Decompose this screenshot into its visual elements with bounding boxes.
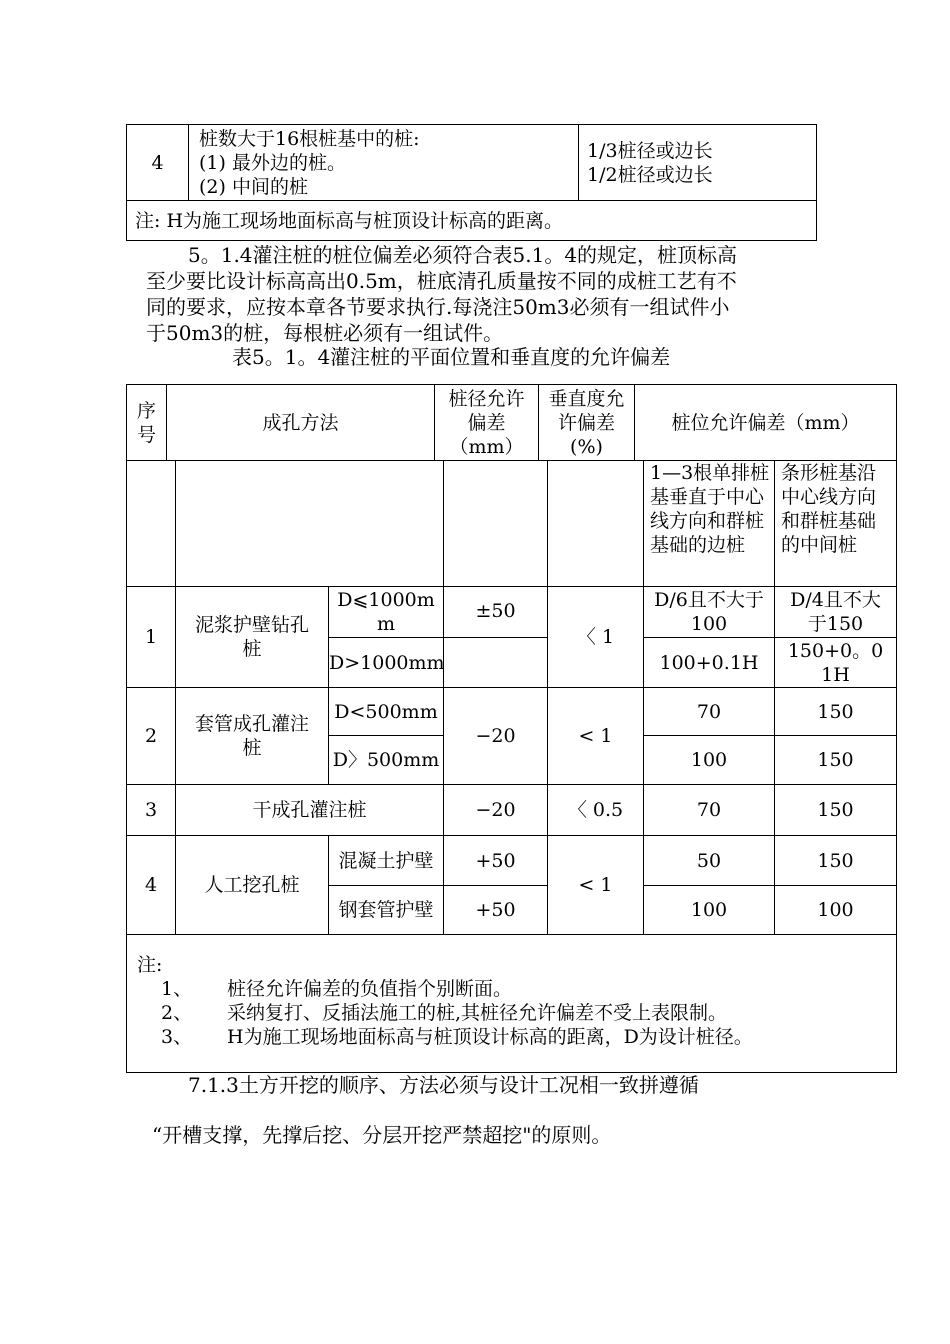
paragraph-line: “开槽支撑，先撑后挖、分层开挖严禁超挖"的原则。 [152,1123,612,1147]
note-item-num: 2、 [161,1002,193,1024]
content-line: (2) 中间的桩 [199,175,308,198]
row1-no: 1 [127,587,176,688]
main-table-note [127,935,897,1073]
note-item-text: H为施工现场地面标高与桩顶设计标高的距离，D为设计桩径。 [227,1026,753,1048]
row4-cond-b: 钢套管护壁 [329,886,444,935]
note-item [137,1001,896,1025]
row4-a1: 50 [644,836,775,886]
row4-dia-b: +50 [444,886,548,935]
empty-cell [176,461,444,587]
row1-b2: 150+0。01H [775,638,897,688]
row2-method: 套管成孔灌注桩 [176,688,329,785]
note-item-text: 桩径允许偏差的负值指个别断面。 [227,978,513,1000]
row1-b1: 100+0.1H [644,638,775,688]
paragraph-line: 同的要求，应按本章各节要求执行.每浇注50m3必须有一组试件小 [146,295,730,319]
row1-cond-a: D⩽1000mm [329,587,444,638]
header-pos-sub1: 1—3根单排桩基垂直于中心线方向和群桩基础的边桩 [644,461,775,587]
note-item [137,977,896,1001]
row4-no: 4 [127,836,176,935]
empty-cell [127,461,176,587]
row3-vert: 〈 0.5 [548,785,644,836]
paragraph-line: 5。1.4灌注桩的桩位偏差必须符合表5.1。4的规定，桩顶标高 [188,243,738,267]
top-table-tolerance [579,125,817,201]
row2-b1: 100 [644,736,775,785]
top-table-content [189,125,579,201]
note-item-text: 采纳复打、反插法施工的桩,其桩径允许偏差不受上表限制。 [227,1002,728,1024]
tolerance-line: 1/2桩径或边长 [587,163,713,186]
row2-dia: −20 [444,688,548,785]
row1-method: 泥浆护壁钻孔桩 [176,587,329,688]
row4-b1: 100 [644,886,775,935]
note-item [137,1025,896,1049]
header-pos-sub2: 条形桩基沿中心线方向和群桩基础的中间桩 [775,461,897,587]
empty-cell [444,638,548,688]
row3-p2: 150 [775,785,897,836]
row4-b2: 100 [775,886,897,935]
top-table-row-no: 4 [127,125,189,201]
header-seq: 序号 [127,385,167,461]
header-pos-tol: 桩位允许偏差（mm） [635,385,897,461]
row4-a2: 150 [775,836,897,886]
top-table [126,124,817,241]
row1-dia: ±50 [444,587,548,638]
row4-cond-a: 混凝土护壁 [329,836,444,886]
row4-dia-a: +50 [444,836,548,886]
row1-a2: D/4且不大于150 [775,587,897,638]
tolerance-line: 1/3桩径或边长 [587,139,713,162]
main-table [126,460,897,1073]
row2-b2: 150 [775,736,897,785]
empty-cell [444,461,548,587]
row2-a1: 70 [644,688,775,736]
row3-dia: −20 [444,785,548,836]
row4-method: 人工挖孔桩 [176,836,329,935]
row1-cond-b: D>1000mm [329,638,444,688]
row1-vert: 〈 1 [548,587,644,688]
paragraph-line: 于50m3的桩，每根桩必须有一组试件。 [146,321,504,345]
row2-cond-a: D<500mm [329,688,444,736]
main-table-header [126,384,897,461]
row1-a1: D/6且不大于100 [644,587,775,638]
content-line: 桩数大于16根桩基中的桩: [199,127,420,150]
table-caption: 表5。1。4灌注桩的平面位置和垂直度的允许偏差 [232,345,671,369]
content-line: (1) 最外边的桩。 [199,151,346,174]
header-method: 成孔方法 [167,385,435,461]
row2-cond-b: D〉500mm [329,736,444,785]
empty-cell [548,461,644,587]
paragraph-line: 7.1.3土方开挖的顺序、方法必须与设计工况相一致拼遵循 [188,1073,699,1097]
header-vert-tol: 垂直度允许偏差(%) [539,385,635,461]
note-item-num: 3、 [161,1026,193,1048]
note-title: 注: [137,954,163,976]
row2-no: 2 [127,688,176,785]
header-dia-tol: 桩径允许偏差（mm） [435,385,539,461]
row3-p1: 70 [644,785,775,836]
note-item-num: 1、 [161,978,193,1000]
row4-vert: < 1 [548,836,644,935]
row3-method: 干成孔灌注桩 [176,785,444,836]
top-table-note: 注: H为施工现场地面标高与桩顶设计标高的距离。 [127,201,817,241]
row3-no: 3 [127,785,176,836]
row2-vert: < 1 [548,688,644,785]
row2-a2: 150 [775,688,897,736]
paragraph-line: 至少要比设计标高高出0.5m，桩底清孔质量按不同的成桩工艺有不 [146,269,737,293]
